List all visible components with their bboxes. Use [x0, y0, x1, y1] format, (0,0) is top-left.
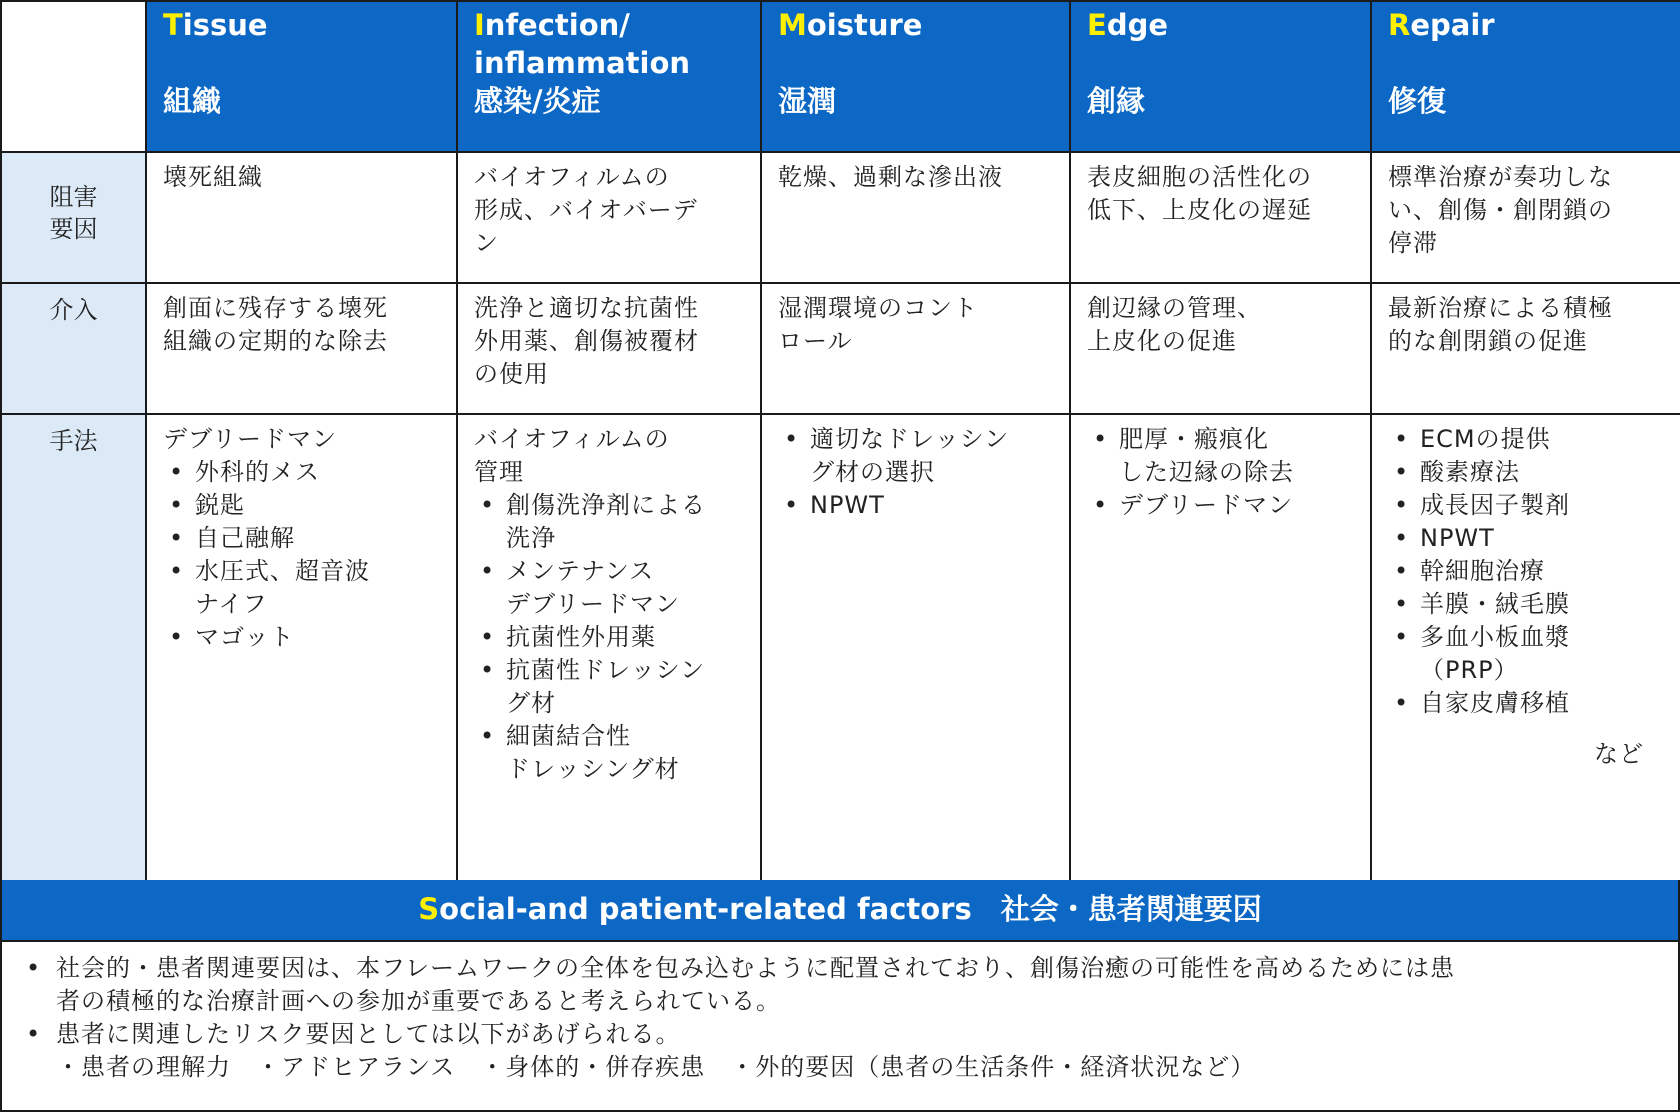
method-bullet-item: • NPWT [778, 489, 1059, 522]
column-header-infection [457, 1, 761, 152]
header-initial: E [1087, 8, 1107, 42]
barrier-cell-moisture: 乾燥、過剰な滲出液 [761, 152, 1070, 283]
method-bullet-item: • 多血小板血漿 （PRP） [1388, 621, 1670, 687]
method-bullet-item: • 成長因子製剤 [1388, 489, 1670, 522]
method-bullet-item: • 抗菌性外用薬 [474, 621, 750, 654]
intervention-row [1, 283, 1680, 414]
method-etc: など [1594, 740, 1644, 768]
header-initial: I [474, 8, 485, 42]
method-bullet-item: • 酸素療法 [1388, 456, 1670, 489]
corner-cell [1, 1, 146, 152]
header-initial: T [163, 8, 183, 42]
header-en: epair [1410, 8, 1495, 42]
method-bullet-item: • 幹細胞治療 [1388, 555, 1670, 588]
intervention-cell-infection: 洗浄と適切な抗菌性 外用薬、創傷被覆材 の使用 [457, 283, 761, 414]
footer-risk-list: ・患者の理解力 ・アドヒアランス ・身体的・併存疾患 ・外的要因（患者の生活条件・経済状況など） [56, 1053, 1256, 1081]
intervention-cell-edge: 創辺縁の管理、 上皮化の促進 [1070, 283, 1371, 414]
header-en: dge [1106, 8, 1168, 42]
method-intro: デブリードマン [163, 425, 338, 453]
method-bullet-item: • 水圧式、超音波 ナイフ [163, 555, 446, 621]
method-list-moisture [778, 423, 1059, 522]
method-bullet-item: • 羊膜・絨毛膜 [1388, 588, 1670, 621]
barrier-cell-infection: バイオフィルムの 形成、バイオバーデ ン [457, 152, 761, 283]
header-ja: 修復 [1388, 84, 1447, 118]
method-bullet-item: • 外科的メス [163, 456, 446, 489]
method-list-edge [1087, 423, 1360, 522]
method-bullet-item: • ECMの提供 [1388, 423, 1670, 456]
header-en: oisture [806, 8, 923, 42]
method-bullet-item: • 鋭匙 [163, 489, 446, 522]
social-factors-header [0, 880, 1680, 942]
header-en: nfection/ inflammation [474, 8, 691, 80]
row-label-method: 手法 [1, 414, 146, 881]
footer-title: ocial-and patient-related factors 社会・患者関連要因 [439, 892, 1262, 926]
method-bullet-item: • 自家皮膚移植 [1388, 687, 1670, 720]
header-ja: 感染/炎症 [474, 84, 601, 118]
method-bullet-item: • マゴット [163, 621, 446, 654]
row-label-barrier: 阻害 要因 [1, 152, 146, 283]
method-cell-infection [457, 414, 761, 881]
social-factors-body [0, 942, 1680, 1112]
method-intro: バイオフィルムの 管理 [474, 425, 670, 486]
method-list-repair [1388, 423, 1670, 720]
header-ja: 組織 [163, 84, 222, 118]
footer-bullets [20, 952, 1658, 1051]
header-en: issue [182, 8, 268, 42]
method-bullet-item: • 適切なドレッシン グ材の選択 [778, 423, 1059, 489]
method-row [1, 414, 1680, 881]
method-bullet-item: • 抗菌性ドレッシン グ材 [474, 654, 750, 720]
method-cell-tissue [146, 414, 457, 881]
intervention-cell-repair: 最新治療による積極 的な創閉鎖の促進 [1371, 283, 1680, 414]
method-bullet-item: • NPWT [1388, 522, 1670, 555]
method-cell-repair [1371, 414, 1680, 881]
method-bullet-item: • 創傷洗浄剤による 洗浄 [474, 489, 750, 555]
method-cell-moisture [761, 414, 1070, 881]
barrier-cell-repair: 標準治療が奏功しな い、創傷・創閉鎖の 停滞 [1371, 152, 1680, 283]
footer-bullet: • 社会的・患者関連要因は、本フレームワークの全体を包み込むように配置されており、創傷治癒の可能性を高めるためには患 者の積極的な治療計画への参加が重要であると考えられている。 [20, 952, 1658, 1018]
method-bullet-item: • 細菌結合性 ドレッシング材 [474, 720, 750, 786]
column-header-moisture [761, 1, 1070, 152]
method-bullet-item: • メンテナンス デブリードマン [474, 555, 750, 621]
footer-initial: S [418, 892, 440, 926]
row-label-intervention: 介入 [1, 283, 146, 414]
intervention-cell-tissue: 創面に残存する壊死 組織の定期的な除去 [146, 283, 457, 414]
header-row [1, 1, 1680, 152]
method-bullet-item: • デブリードマン [1087, 489, 1360, 522]
barrier-row [1, 152, 1680, 283]
method-bullet-item: • 自己融解 [163, 522, 446, 555]
footer-bullet: • 患者に関連したリスク要因としては以下があげられる。 [20, 1018, 1658, 1051]
column-header-edge [1070, 1, 1371, 152]
barrier-cell-edge: 表皮細胞の活性化の 低下、上皮化の遅延 [1070, 152, 1371, 283]
barrier-cell-tissue: 壊死組織 [146, 152, 457, 283]
method-list-tissue [163, 456, 446, 654]
method-bullet-item: • 肥厚・瘢痕化 した辺縁の除去 [1087, 423, 1360, 489]
header-ja: 創縁 [1087, 84, 1146, 118]
column-header-repair [1371, 1, 1680, 152]
header-initial: M [778, 8, 807, 42]
intervention-cell-moisture: 湿潤環境のコント ロール [761, 283, 1070, 414]
header-initial: R [1388, 8, 1411, 42]
method-cell-edge [1070, 414, 1371, 881]
method-list-infection [474, 489, 750, 786]
header-ja: 湿潤 [778, 84, 837, 118]
column-header-tissue [146, 1, 457, 152]
